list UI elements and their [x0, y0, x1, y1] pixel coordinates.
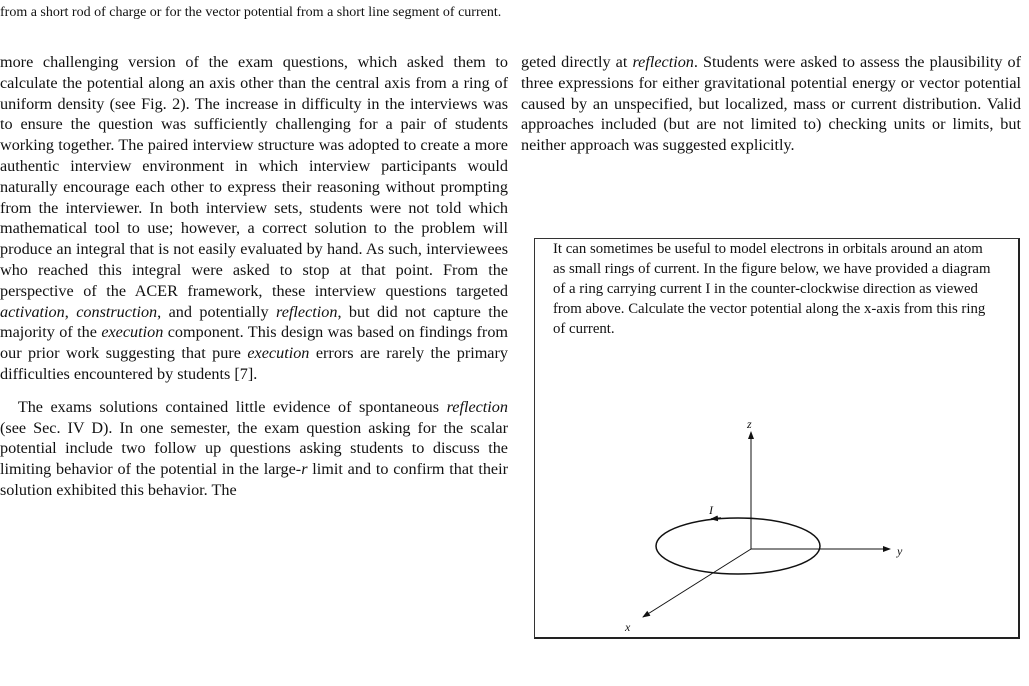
- left-paragraph-2: The exams solutions contained little evidence of spontaneous reflection (see Sec. IV D). In one semester, the exam question asking for the scalar potential include two follow up questions asking students to discuss the limiting behavior of the potential in the large-r limit and to confirm that their solution exhibited this behavior. The: [0, 397, 508, 499]
- current-direction-arrow: [711, 518, 721, 519]
- emphasized-term: reflection: [276, 302, 338, 321]
- y-axis-label: y: [897, 544, 903, 558]
- left-column: [0, 52, 508, 501]
- top-caption-line: from a short rod of charge or for the vector potential from a short line segment of current.: [0, 5, 502, 20]
- emphasized-term: activation: [0, 302, 65, 321]
- x-axis: [643, 549, 751, 617]
- right-column: [521, 52, 1021, 156]
- emphasized-term: reflection: [632, 53, 694, 71]
- current-ring: [656, 518, 820, 574]
- current-label: I: [709, 503, 713, 517]
- ring-current-figure: [535, 239, 1019, 637]
- emphasized-term: reflection: [446, 397, 508, 416]
- left-paragraph-1: more challenging version of the exam questions, which asked them to calculate the potential along an axis other than the central axis from a ring of uniform density (see Fig. 2). The increase in difficulty in the interviews was to ensure the question was sufficiently challenging for a pair of students working together. The paired interview structure was adopted to create a more authentic interview environment in which interview participants would naturally encourage each other to express their reasoning without prompting from the interviewer. In both interview sets, students were not told which mathematical tool to use; however, a correct solution to the problem will produce an integral that is not easily evaluated by hand. As such, interviewees who reached this integral were asked to stop at that point. From the perspective of the ACER framework, these interview questions targeted activation, construction, and potentially reflection, but did not capture the majority of the execution component. This design was based on findings from our prior work suggesting that pure execution errors are rarely the primary difficulties encountered by students [7].: [0, 53, 509, 383]
- x-axis-label: x: [625, 620, 631, 634]
- emphasized-term: construction: [76, 302, 158, 321]
- problem-text: It can sometimes be useful to model electrons in orbitals around an atom as small rings of current. In the figure below, we have provided a diagram of a ring carrying current I in the counter-clockwise direction as viewed from above. Calculate the vector potential along the x-axis from this ring of current.: [553, 241, 991, 337]
- z-axis-label: z: [747, 417, 752, 431]
- right-paragraph-1: geted directly at reflection. Students were asked to assess the plausibility of three expressions for either gravitational potential energy or vector potential caused by an unspecified, but localized, mass or current distribution. Valid approaches included (but are not limited to) checking units or limits, but neither approach was suggested explicitly.: [521, 53, 1021, 155]
- problem-box: [534, 238, 1020, 639]
- emphasized-term: execution: [247, 344, 310, 363]
- emphasized-term: r: [301, 460, 308, 479]
- emphasized-term: execution: [101, 323, 164, 342]
